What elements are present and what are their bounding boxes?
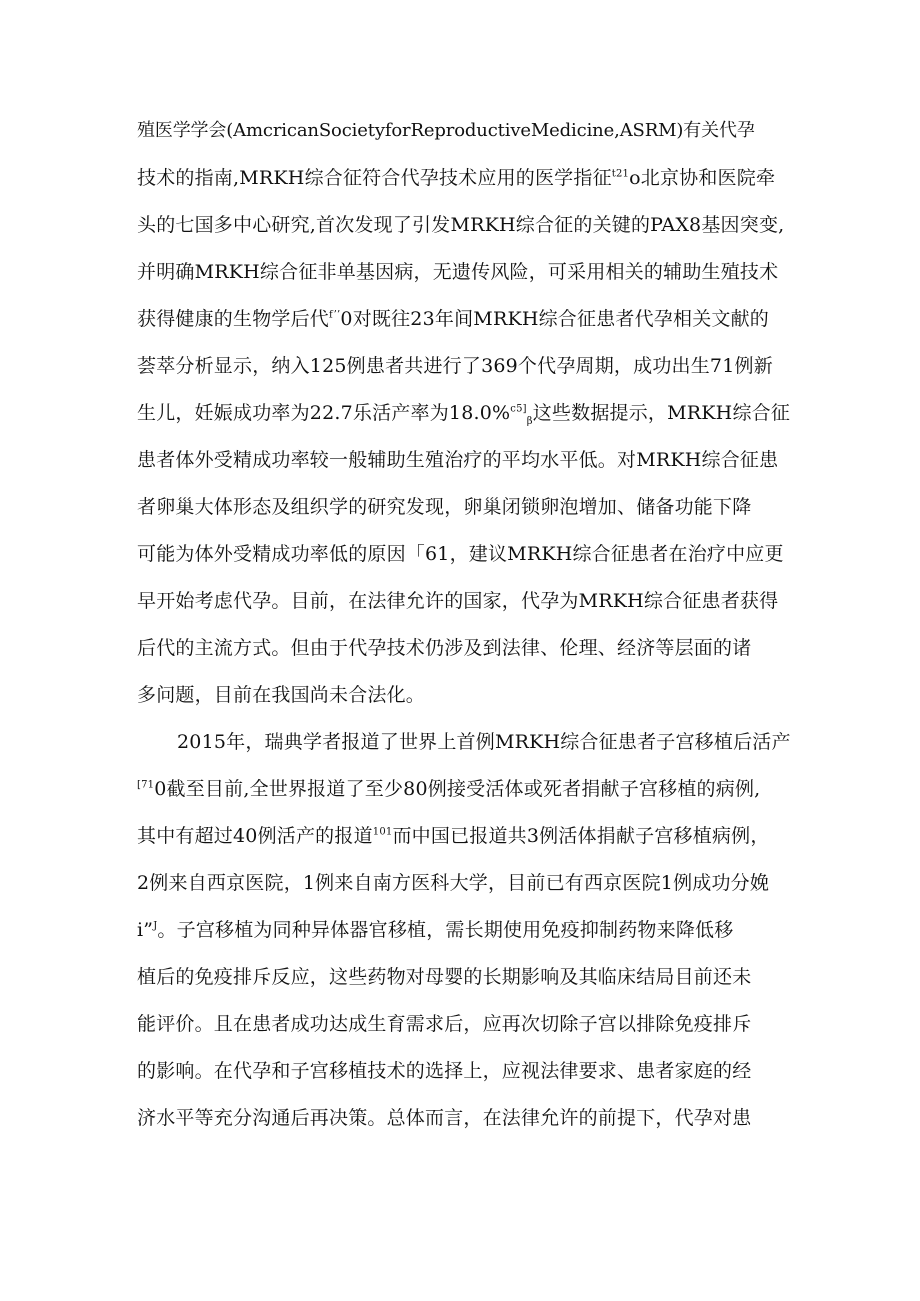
line-text: i” (137, 919, 154, 941)
line-text: 生儿，妊娠成功率为22.7乐活产率为18.0% (137, 402, 511, 424)
paragraph-line: 多问题，目前在我国尚未合法化。 (137, 684, 426, 706)
paragraph-line: 荟萃分析显示，纳入125例患者共进行了369个代孕周期，成功出生71例新 (137, 355, 773, 377)
paragraph-line: 的影响。在代孕和子宫移植技术的选择上，应视法律要求、患者家庭的经 (137, 1060, 752, 1082)
citation-marker: c5] (510, 403, 527, 415)
line-text: o北京协和医院牵 (629, 167, 776, 189)
line-text: 0对既往23年间MRKH综合征患者代孕相关文献的 (340, 308, 770, 330)
citation-marker: t21 (611, 168, 630, 180)
line-text: 其中有超过40例活产的报道 (137, 825, 373, 847)
paragraph-line: 后代的主流方式。但由于代孕技术仍涉及到法律、伦理、经济等层面的诸 (137, 637, 752, 659)
line-text: 技术的指南,MRKH综合征符合代孕技术应用的医学指征 (137, 167, 612, 189)
paragraph-line: 早开始考虑代孕。目前，在法律允许的国家，代孕为MRKH综合征患者获得 (137, 590, 779, 612)
paragraph-line: 可能为体外受精成功率低的原因「61，建议MRKH综合征患者在治疗中应更 (137, 543, 784, 565)
paragraph-line (137, 823, 787, 849)
citation-marker: [71 (137, 779, 155, 791)
citation-marker: 101 (372, 826, 393, 838)
line-text: 0截至目前,全世界报道了至少80例接受活体或死者捐献子宫移植的病例, (154, 778, 761, 800)
citation-marker: J (153, 920, 158, 932)
line-text: 这些数据提示，MRKH综合征 (532, 402, 791, 424)
paragraph-line (137, 165, 787, 191)
paragraph-line (137, 776, 787, 802)
paragraph-line: 济水平等充分沟通后再决策。总体而言，在法律允许的前提下，代孕对患 (137, 1107, 752, 1129)
line-text: 获得健康的生物学后代 (137, 308, 330, 330)
citation-marker: β (526, 415, 533, 427)
paragraph-line: 殖医学学会(AmcricanSocietyforReproductiveMedicine,ASRM)有关代孕 (137, 120, 755, 141)
line-text: 。子宫移植为同种异体器官移植，需长期使用免疫抑制药物来降低移 (157, 919, 734, 941)
paragraph-line (137, 917, 787, 943)
citation-marker: f’’ (329, 309, 341, 321)
paragraph-line: 2例来自西京医院，1例来自南方医科大学，目前已有西京医院1例成功分娩 (137, 872, 770, 894)
paragraph-line: 能评价。且在患者成功达成生育需求后，应再次切除子宫以排除免疫排斥 (137, 1013, 752, 1035)
paragraph-line: 植后的免疫排斥反应，这些药物对母婴的长期影响及其临床结局目前还未 (137, 966, 752, 988)
paragraph-line: 并明确MRKH综合征非单基因病，无遗传风险，可采用相关的辅助生殖技术 (137, 261, 779, 283)
line-text: 而中国已报道共3例活体捐献子宫移植病例， (392, 825, 770, 847)
paragraph-line: 2015年，瑞典学者报道了世界上首例MRKH综合征患者子宫移植后活产 (177, 731, 791, 753)
paragraph-line: 头的七国多中心研究,首次发现了引发MRKH综合征的关键的PAX8基因突变, (137, 214, 785, 236)
paragraph-line: 者卵巢大体形态及组织学的研究发现，卵巢闭锁卵泡增加、储备功能下降 (137, 496, 752, 518)
paragraph-line: 患者体外受精成功率较一般辅助生殖治疗的平均水平低。对MRKH综合征患 (137, 449, 779, 471)
paragraph-line (137, 306, 787, 332)
paragraph-line (137, 400, 791, 427)
